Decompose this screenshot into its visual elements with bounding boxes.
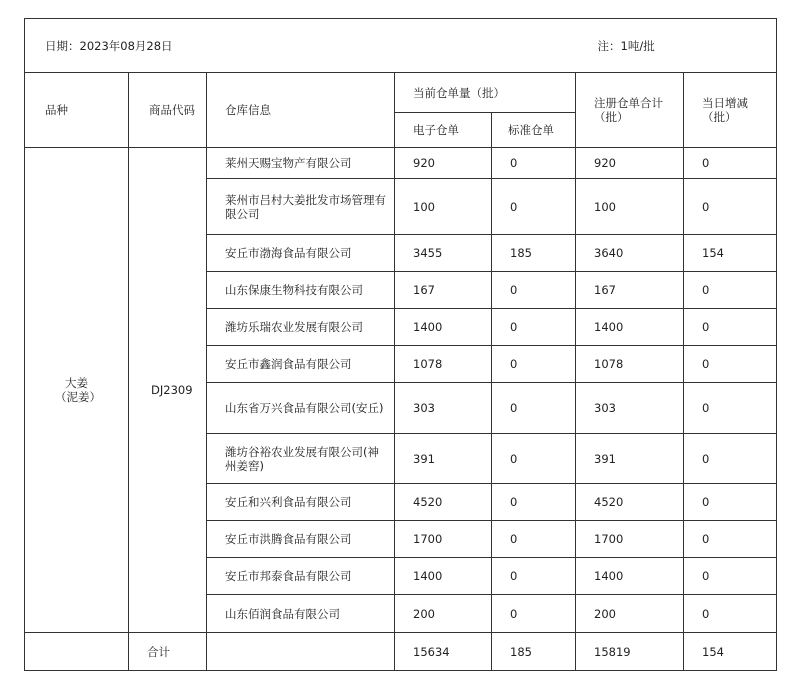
electronic-value: 1700 bbox=[395, 521, 492, 558]
change-value: 0 bbox=[684, 595, 777, 633]
date-row bbox=[25, 19, 777, 73]
totals-standard: 185 bbox=[492, 633, 576, 671]
warehouse-name: 安丘市鑫润食品有限公司 bbox=[207, 346, 395, 383]
totals-electronic: 15634 bbox=[395, 633, 492, 671]
header-code: 商品代码 bbox=[129, 73, 207, 148]
warehouse-name: 山东保康生物科技有限公司 bbox=[207, 272, 395, 309]
change-value: 0 bbox=[684, 148, 777, 179]
totals-variety-empty bbox=[25, 633, 129, 671]
header-warehouse: 仓库信息 bbox=[207, 73, 395, 148]
total-value: 167 bbox=[576, 272, 684, 309]
header-standard: 标准仓单 bbox=[492, 113, 576, 148]
electronic-value: 391 bbox=[395, 434, 492, 484]
electronic-value: 1400 bbox=[395, 558, 492, 595]
warehouse-name: 安丘市邦泰食品有限公司 bbox=[207, 558, 395, 595]
standard-value: 0 bbox=[492, 383, 576, 434]
total-value: 920 bbox=[576, 148, 684, 179]
note-label: 注：1吨/批 bbox=[576, 19, 777, 73]
change-value: 0 bbox=[684, 272, 777, 309]
change-value: 0 bbox=[684, 521, 777, 558]
standard-value: 0 bbox=[492, 484, 576, 521]
header-registered-total: 注册仓单合计（批） bbox=[576, 73, 684, 148]
totals-change: 154 bbox=[684, 633, 777, 671]
total-value: 1700 bbox=[576, 521, 684, 558]
change-value: 0 bbox=[684, 558, 777, 595]
warehouse-name: 潍坊乐瑞农业发展有限公司 bbox=[207, 309, 395, 346]
totals-registered: 15819 bbox=[576, 633, 684, 671]
total-value: 1400 bbox=[576, 309, 684, 346]
warehouse-name: 山东佰润食品有限公司 bbox=[207, 595, 395, 633]
standard-value: 0 bbox=[492, 179, 576, 235]
header-electronic: 电子仓单 bbox=[395, 113, 492, 148]
warehouse-name: 莱州天赐宝物产有限公司 bbox=[207, 148, 395, 179]
change-value: 0 bbox=[684, 434, 777, 484]
date-label: 日期：2023年08月28日 bbox=[25, 19, 576, 73]
standard-value: 0 bbox=[492, 595, 576, 633]
warehouse-name: 潍坊谷裕农业发展有限公司(神州姜窖) bbox=[207, 434, 395, 484]
warehouse-name: 山东省万兴食品有限公司(安丘) bbox=[207, 383, 395, 434]
warehouse-receipt-table bbox=[24, 18, 777, 671]
header-daily-change: 当日增减（批） bbox=[684, 73, 777, 148]
change-value: 0 bbox=[684, 309, 777, 346]
standard-value: 0 bbox=[492, 521, 576, 558]
change-value: 0 bbox=[684, 179, 777, 235]
electronic-value: 167 bbox=[395, 272, 492, 309]
code-cell: DJ2309 bbox=[129, 148, 207, 633]
electronic-value: 200 bbox=[395, 595, 492, 633]
totals-row bbox=[25, 633, 777, 671]
electronic-value: 100 bbox=[395, 179, 492, 235]
warehouse-name: 安丘市洪腾食品有限公司 bbox=[207, 521, 395, 558]
electronic-value: 3455 bbox=[395, 235, 492, 272]
variety-cell: 大姜（泥姜） bbox=[25, 148, 129, 633]
total-value: 1078 bbox=[576, 346, 684, 383]
table-row bbox=[25, 148, 777, 179]
change-value: 0 bbox=[684, 484, 777, 521]
electronic-value: 4520 bbox=[395, 484, 492, 521]
total-value: 200 bbox=[576, 595, 684, 633]
header-current: 当前仓单量（批） bbox=[395, 73, 576, 113]
electronic-value: 303 bbox=[395, 383, 492, 434]
change-value: 154 bbox=[684, 235, 777, 272]
standard-value: 0 bbox=[492, 272, 576, 309]
warehouse-name: 安丘和兴利食品有限公司 bbox=[207, 484, 395, 521]
standard-value: 0 bbox=[492, 346, 576, 383]
warehouse-receipt-report bbox=[24, 18, 776, 671]
total-value: 303 bbox=[576, 383, 684, 434]
standard-value: 0 bbox=[492, 558, 576, 595]
change-value: 0 bbox=[684, 383, 777, 434]
standard-value: 0 bbox=[492, 148, 576, 179]
total-value: 4520 bbox=[576, 484, 684, 521]
electronic-value: 1400 bbox=[395, 309, 492, 346]
header-row-1 bbox=[25, 73, 777, 113]
standard-value: 0 bbox=[492, 309, 576, 346]
electronic-value: 1078 bbox=[395, 346, 492, 383]
totals-warehouse-empty bbox=[207, 633, 395, 671]
standard-value: 185 bbox=[492, 235, 576, 272]
change-value: 0 bbox=[684, 346, 777, 383]
total-value: 100 bbox=[576, 179, 684, 235]
header-variety: 品种 bbox=[25, 73, 129, 148]
warehouse-name: 安丘市渤海食品有限公司 bbox=[207, 235, 395, 272]
total-value: 3640 bbox=[576, 235, 684, 272]
total-value: 1400 bbox=[576, 558, 684, 595]
electronic-value: 920 bbox=[395, 148, 492, 179]
standard-value: 0 bbox=[492, 434, 576, 484]
total-value: 391 bbox=[576, 434, 684, 484]
warehouse-name: 莱州市吕村大姜批发市场管理有限公司 bbox=[207, 179, 395, 235]
totals-label: 合计 bbox=[129, 633, 207, 671]
